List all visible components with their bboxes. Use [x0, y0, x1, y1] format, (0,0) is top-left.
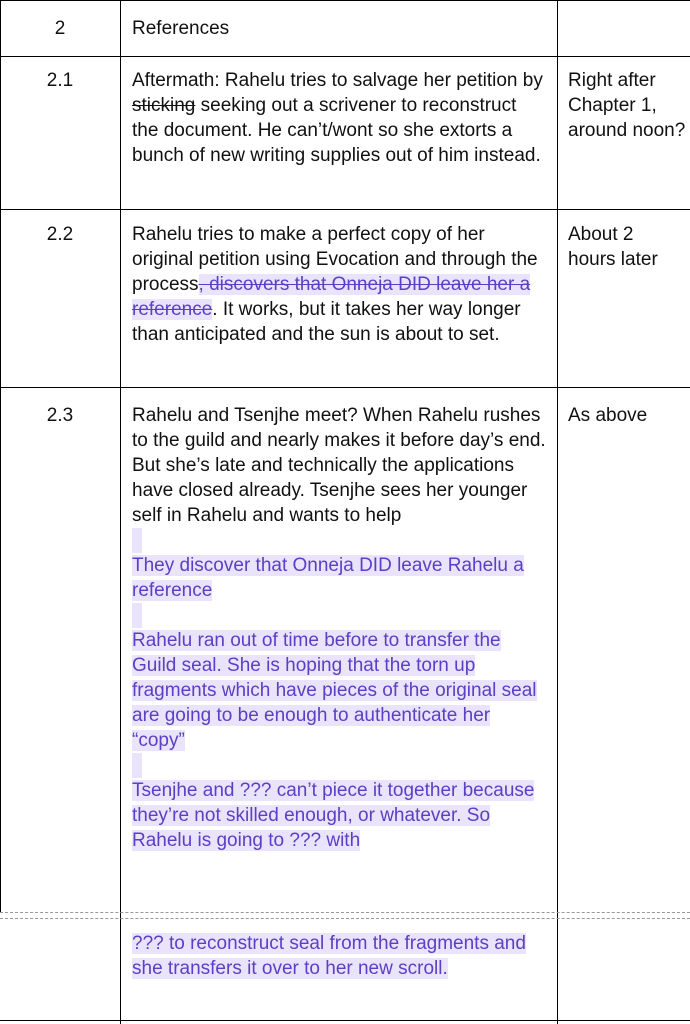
suggested-insertion[interactable]: They discover that Onneja DID leave Rahelu a reference: [132, 555, 524, 601]
row-description-continued: [132, 931, 547, 981]
row-description: [132, 68, 547, 168]
row-description: [132, 403, 547, 853]
row-number: 2.3: [46, 405, 74, 426]
page-break: [0, 912, 690, 919]
description-text: Aftermath: Rahelu tries to salvage her petition by: [132, 70, 543, 91]
description-text: Rahelu tries to make a perfect copy of her original petition using Evocation and through the process: [132, 224, 538, 295]
row-timing: As above: [568, 405, 648, 426]
row-border-1: [0, 56, 690, 57]
row-description: [132, 222, 547, 347]
table-border-left: [0, 0, 1, 912]
row-timing: Right after Chapter 1, around noon?: [568, 70, 686, 141]
suggested-insertion[interactable]: Rahelu ran out of time before to transfer the Guild seal. She is hoping that the torn up fragments which have pieces of the original seal are going to be enough to authenticate her “copy”: [132, 630, 537, 751]
suggestion-spacer: [132, 753, 142, 778]
struck-text: sticking: [132, 95, 196, 116]
suggestion-spacer: [132, 528, 142, 553]
section-number: 2: [54, 18, 66, 39]
description-text: Rahelu and Tsenjhe meet? When Rahelu rushes to the guild and nearly makes it before day’s end. But she’s late and technically the applications have closed already. Tsenjhe sees her younger self in Rahelu and wants to help: [132, 405, 546, 526]
description-text: seeking out a scrivener to reconstruct the document. He can’t/wont so she extorts a bunch of new writing supplies out of him instead.: [132, 95, 541, 166]
suggestion-spacer: [132, 603, 142, 628]
row-timing: About 2 hours later: [568, 224, 658, 270]
suggested-insertion[interactable]: Tsenjhe and ??? can’t piece it together because they’re not skilled enough, or whatever. So Rahelu is going to ??? with: [132, 780, 535, 851]
row-number: 2.1: [46, 70, 74, 91]
section-title: References: [132, 18, 230, 39]
suggested-insertion[interactable]: ??? to reconstruct seal from the fragments and she transfers it over to her new scroll.: [132, 933, 526, 979]
row-number: 2.2: [46, 224, 74, 245]
row-border-2: [0, 209, 690, 210]
table-divider-col1: [120, 0, 121, 1024]
row-border-bottom: [0, 1020, 690, 1021]
row-border-top: [0, 0, 690, 1]
row-border-3: [0, 387, 690, 388]
table-divider-col2: [557, 0, 558, 1024]
description-text: . It works, but it takes her way longer than anticipated and the sun is about to set.: [132, 299, 521, 345]
suggested-deletion[interactable]: , discovers that Onneja DID leave her a reference: [132, 274, 531, 320]
